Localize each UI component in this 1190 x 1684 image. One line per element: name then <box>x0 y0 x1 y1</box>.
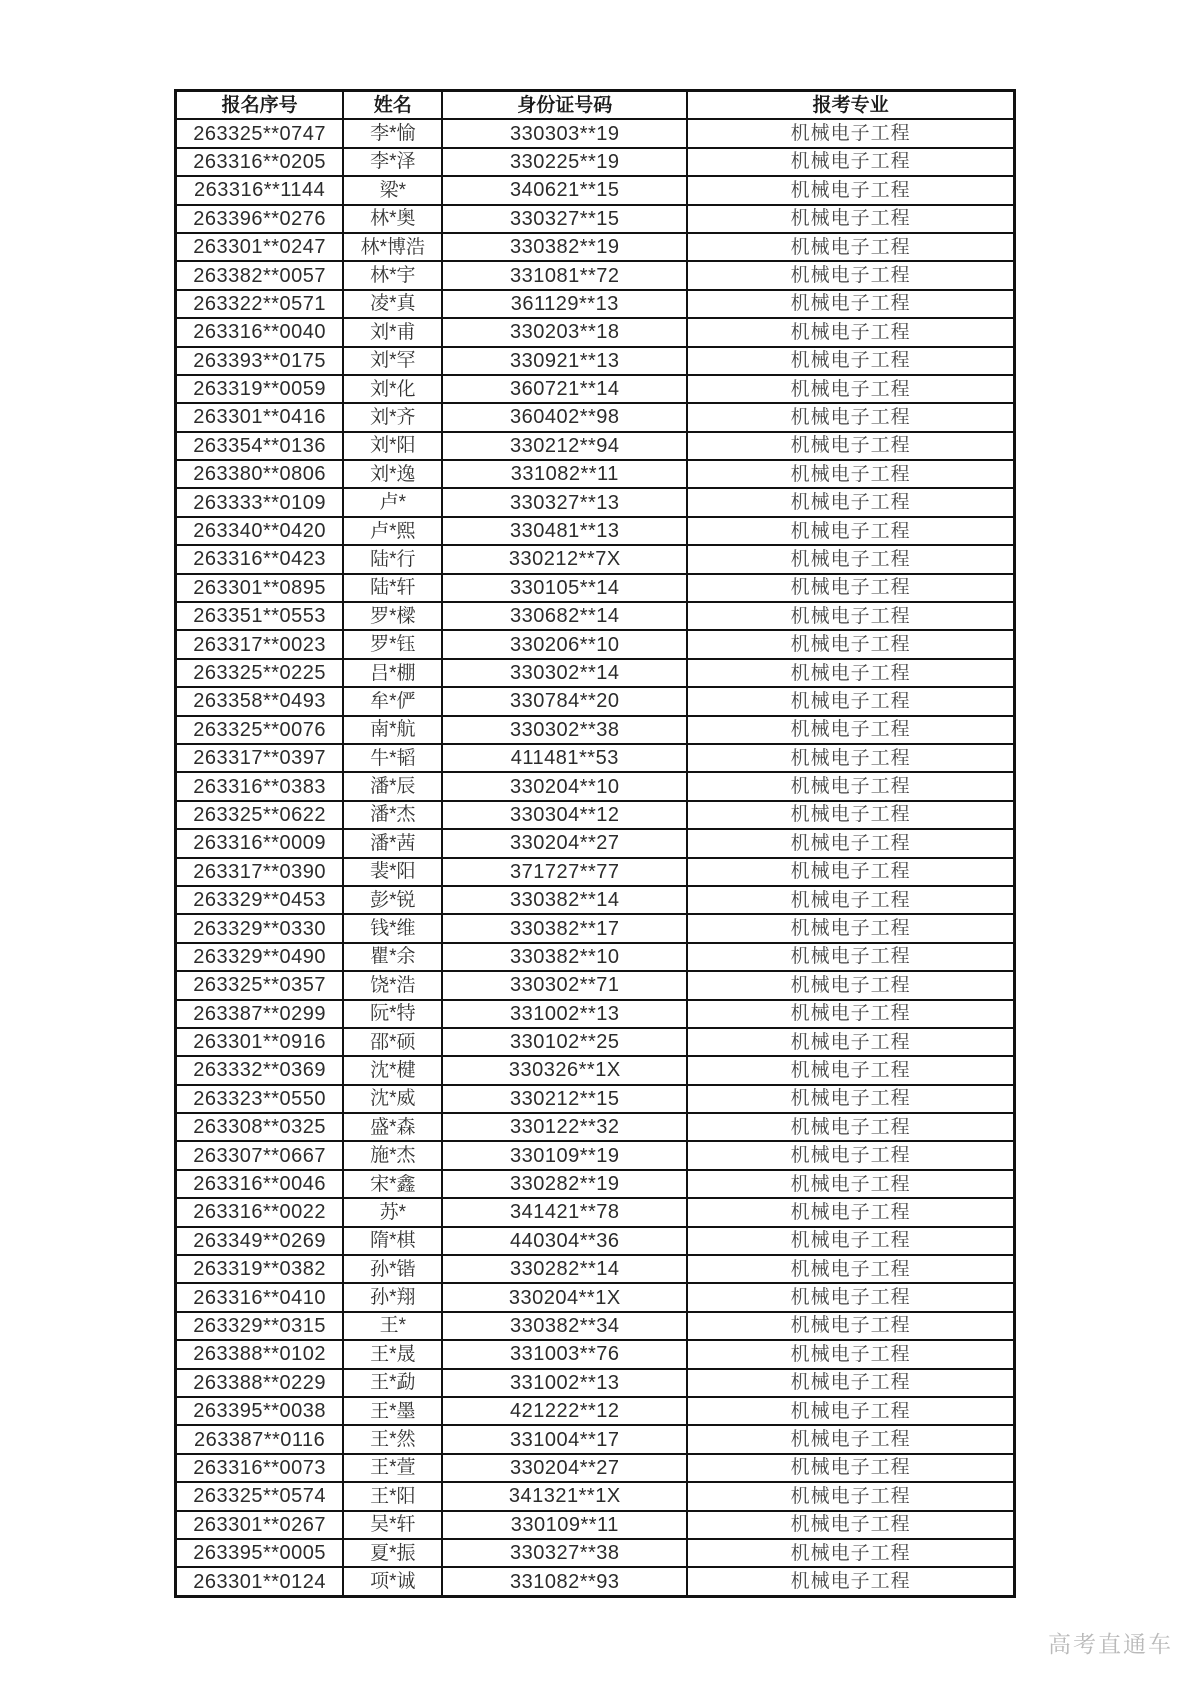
id-number-cell: 330282**19 <box>442 1170 687 1198</box>
name-cell: 刘*齐 <box>343 403 442 431</box>
id-number-cell: 330204**1X <box>442 1283 687 1311</box>
id-number-cell: 331082**11 <box>442 460 687 488</box>
table-row <box>176 1567 1015 1596</box>
major-cell: 机械电子工程 <box>687 1085 1014 1113</box>
table-row <box>176 1482 1015 1510</box>
table-row <box>176 1000 1015 1028</box>
name-cell: 吕*棚 <box>343 659 442 687</box>
registration-number-cell: 263388**0229 <box>176 1369 344 1397</box>
name-cell: 牛*韬 <box>343 744 442 772</box>
table-row <box>176 1085 1015 1113</box>
watermark: 高考直通车 <box>1048 1631 1173 1657</box>
id-number-cell: 330327**13 <box>442 488 687 516</box>
table-row <box>176 630 1015 658</box>
major-cell: 机械电子工程 <box>687 1141 1014 1169</box>
header-registration-number: 报名序号 <box>176 91 344 120</box>
registration-number-cell: 263332**0369 <box>176 1056 344 1084</box>
table-row <box>176 488 1015 516</box>
registration-number-cell: 263316**1144 <box>176 176 344 204</box>
table-row <box>176 205 1015 233</box>
name-cell: 王*萱 <box>343 1454 442 1482</box>
table-row <box>176 119 1015 147</box>
name-cell: 夏*振 <box>343 1539 442 1567</box>
name-cell: 吴*轩 <box>343 1511 442 1539</box>
major-cell: 机械电子工程 <box>687 1511 1014 1539</box>
major-cell: 机械电子工程 <box>687 261 1014 289</box>
registration-number-cell: 263316**0423 <box>176 545 344 573</box>
name-cell: 刘*阳 <box>343 432 442 460</box>
name-cell: 邵*硕 <box>343 1028 442 1056</box>
table-row <box>176 1340 1015 1368</box>
name-cell: 罗*樑 <box>343 602 442 630</box>
major-cell: 机械电子工程 <box>687 829 1014 857</box>
id-number-cell: 331082**93 <box>442 1567 687 1596</box>
id-number-cell: 330105**14 <box>442 574 687 602</box>
major-cell: 机械电子工程 <box>687 432 1014 460</box>
major-cell: 机械电子工程 <box>687 1340 1014 1368</box>
id-number-cell: 330481**13 <box>442 517 687 545</box>
registration-number-cell: 263307**0667 <box>176 1141 344 1169</box>
major-cell: 机械电子工程 <box>687 1482 1014 1510</box>
registration-number-cell: 263382**0057 <box>176 261 344 289</box>
table-row <box>176 772 1015 800</box>
registration-number-cell: 263317**0390 <box>176 858 344 886</box>
registration-number-cell: 263316**0205 <box>176 148 344 176</box>
major-cell: 机械电子工程 <box>687 517 1014 545</box>
table-row <box>176 659 1015 687</box>
registration-number-cell: 263388**0102 <box>176 1340 344 1368</box>
table-row <box>176 148 1015 176</box>
major-cell: 机械电子工程 <box>687 943 1014 971</box>
major-cell: 机械电子工程 <box>687 375 1014 403</box>
major-cell: 机械电子工程 <box>687 318 1014 346</box>
table-row <box>176 318 1015 346</box>
registration-number-cell: 263316**0040 <box>176 318 344 346</box>
name-cell: 隋*棋 <box>343 1227 442 1255</box>
major-cell: 机械电子工程 <box>687 602 1014 630</box>
table-row <box>176 858 1015 886</box>
registration-table-body <box>176 119 1015 1596</box>
name-cell: 施*杰 <box>343 1141 442 1169</box>
id-number-cell: 411481**53 <box>442 744 687 772</box>
id-number-cell: 421222**12 <box>442 1397 687 1425</box>
registration-number-cell: 263301**0247 <box>176 233 344 261</box>
id-number-cell: 330382**14 <box>442 886 687 914</box>
table-row <box>176 1539 1015 1567</box>
major-cell: 机械电子工程 <box>687 687 1014 715</box>
name-cell: 刘*甫 <box>343 318 442 346</box>
registration-number-cell: 263325**0622 <box>176 801 344 829</box>
major-cell: 机械电子工程 <box>687 1028 1014 1056</box>
table-row <box>176 233 1015 261</box>
major-cell: 机械电子工程 <box>687 488 1014 516</box>
id-number-cell: 330225**19 <box>442 148 687 176</box>
registration-number-cell: 263358**0493 <box>176 687 344 715</box>
registration-number-cell: 263393**0175 <box>176 347 344 375</box>
name-cell: 南*航 <box>343 716 442 744</box>
registration-number-cell: 263395**0038 <box>176 1397 344 1425</box>
registration-number-cell: 263323**0550 <box>176 1085 344 1113</box>
id-number-cell: 331002**13 <box>442 1000 687 1028</box>
table-row <box>176 1369 1015 1397</box>
name-cell: 王*墨 <box>343 1397 442 1425</box>
major-cell: 机械电子工程 <box>687 858 1014 886</box>
registration-number-cell: 263329**0453 <box>176 886 344 914</box>
id-number-cell: 361129**13 <box>442 290 687 318</box>
name-cell: 林*博浩 <box>343 233 442 261</box>
id-number-cell: 330203**18 <box>442 318 687 346</box>
major-cell: 机械电子工程 <box>687 545 1014 573</box>
registration-number-cell: 263340**0420 <box>176 517 344 545</box>
registration-number-cell: 263387**0116 <box>176 1425 344 1453</box>
table-row <box>176 914 1015 942</box>
name-cell: 钱*维 <box>343 914 442 942</box>
id-number-cell: 331002**13 <box>442 1369 687 1397</box>
name-cell: 陆*轩 <box>343 574 442 602</box>
table-row <box>176 1028 1015 1056</box>
registration-number-cell: 263325**0225 <box>176 659 344 687</box>
name-cell: 潘*杰 <box>343 801 442 829</box>
major-cell: 机械电子工程 <box>687 1283 1014 1311</box>
id-number-cell: 330212**7X <box>442 545 687 573</box>
id-number-cell: 330303**19 <box>442 119 687 147</box>
table-header-row <box>176 91 1015 120</box>
major-cell: 机械电子工程 <box>687 1198 1014 1226</box>
table-row <box>176 460 1015 488</box>
major-cell: 机械电子工程 <box>687 744 1014 772</box>
major-cell: 机械电子工程 <box>687 176 1014 204</box>
table-row <box>176 971 1015 999</box>
table-row <box>176 886 1015 914</box>
registration-number-cell: 263301**0124 <box>176 1567 344 1596</box>
table-row <box>176 744 1015 772</box>
table-row <box>176 545 1015 573</box>
major-cell: 机械电子工程 <box>687 801 1014 829</box>
major-cell: 机械电子工程 <box>687 1369 1014 1397</box>
id-number-cell: 330784**20 <box>442 687 687 715</box>
table-row <box>176 1170 1015 1198</box>
major-cell: 机械电子工程 <box>687 205 1014 233</box>
name-cell: 潘*茜 <box>343 829 442 857</box>
table-row <box>176 432 1015 460</box>
registration-number-cell: 263316**0022 <box>176 1198 344 1226</box>
registration-number-cell: 263319**0382 <box>176 1255 344 1283</box>
name-cell: 罗*钰 <box>343 630 442 658</box>
table-row <box>176 261 1015 289</box>
id-number-cell: 371727**77 <box>442 858 687 886</box>
major-cell: 机械电子工程 <box>687 1227 1014 1255</box>
name-cell: 卢*熙 <box>343 517 442 545</box>
id-number-cell: 330302**14 <box>442 659 687 687</box>
table-row <box>176 1454 1015 1482</box>
table-row <box>176 574 1015 602</box>
registration-number-cell: 263316**0009 <box>176 829 344 857</box>
name-cell: 刘*逸 <box>343 460 442 488</box>
major-cell: 机械电子工程 <box>687 574 1014 602</box>
table-row <box>176 943 1015 971</box>
table-row <box>176 1056 1015 1084</box>
table-row <box>176 1425 1015 1453</box>
id-number-cell: 330204**27 <box>442 829 687 857</box>
header-name: 姓名 <box>343 91 442 120</box>
major-cell: 机械电子工程 <box>687 1397 1014 1425</box>
table-row <box>176 1312 1015 1340</box>
id-number-cell: 330204**10 <box>442 772 687 800</box>
id-number-cell: 330921**13 <box>442 347 687 375</box>
major-cell: 机械电子工程 <box>687 403 1014 431</box>
name-cell: 阮*特 <box>343 1000 442 1028</box>
registration-number-cell: 263316**0046 <box>176 1170 344 1198</box>
table-row <box>176 829 1015 857</box>
name-cell: 沈*楗 <box>343 1056 442 1084</box>
id-number-cell: 331003**76 <box>442 1340 687 1368</box>
major-cell: 机械电子工程 <box>687 772 1014 800</box>
registration-number-cell: 263319**0059 <box>176 375 344 403</box>
major-cell: 机械电子工程 <box>687 1113 1014 1141</box>
name-cell: 盛*森 <box>343 1113 442 1141</box>
table-row <box>176 1511 1015 1539</box>
id-number-cell: 330382**19 <box>442 233 687 261</box>
name-cell: 彭*锐 <box>343 886 442 914</box>
registration-number-cell: 263329**0315 <box>176 1312 344 1340</box>
id-number-cell: 330682**14 <box>442 602 687 630</box>
name-cell: 饶*浩 <box>343 971 442 999</box>
id-number-cell: 330327**15 <box>442 205 687 233</box>
name-cell: 林*宇 <box>343 261 442 289</box>
registration-number-cell: 263329**0330 <box>176 914 344 942</box>
name-cell: 牟*俨 <box>343 687 442 715</box>
name-cell: 王* <box>343 1312 442 1340</box>
id-number-cell: 341321**1X <box>442 1482 687 1510</box>
table-row <box>176 1198 1015 1226</box>
major-cell: 机械电子工程 <box>687 630 1014 658</box>
name-cell: 王*阳 <box>343 1482 442 1510</box>
registration-number-cell: 263301**0895 <box>176 574 344 602</box>
registration-number-cell: 263349**0269 <box>176 1227 344 1255</box>
name-cell: 瞿*余 <box>343 943 442 971</box>
id-number-cell: 440304**36 <box>442 1227 687 1255</box>
table-row <box>176 403 1015 431</box>
major-cell: 机械电子工程 <box>687 1170 1014 1198</box>
id-number-cell: 330327**38 <box>442 1539 687 1567</box>
major-cell: 机械电子工程 <box>687 1425 1014 1453</box>
major-cell: 机械电子工程 <box>687 1255 1014 1283</box>
name-cell: 潘*辰 <box>343 772 442 800</box>
id-number-cell: 340621**15 <box>442 176 687 204</box>
name-cell: 刘*化 <box>343 375 442 403</box>
name-cell: 王*勐 <box>343 1369 442 1397</box>
registration-number-cell: 263351**0553 <box>176 602 344 630</box>
name-cell: 项*诚 <box>343 1567 442 1596</box>
name-cell: 王*然 <box>343 1425 442 1453</box>
registration-number-cell: 263308**0325 <box>176 1113 344 1141</box>
id-number-cell: 360402**98 <box>442 403 687 431</box>
registration-number-cell: 263301**0416 <box>176 403 344 431</box>
registration-number-cell: 263322**0571 <box>176 290 344 318</box>
table-row <box>176 347 1015 375</box>
table-row <box>176 801 1015 829</box>
id-number-cell: 330122**32 <box>442 1113 687 1141</box>
name-cell: 刘*罕 <box>343 347 442 375</box>
major-cell: 机械电子工程 <box>687 886 1014 914</box>
name-cell: 孙*锴 <box>343 1255 442 1283</box>
header-major: 报考专业 <box>687 91 1014 120</box>
major-cell: 机械电子工程 <box>687 233 1014 261</box>
name-cell: 宋*鑫 <box>343 1170 442 1198</box>
registration-number-cell: 263380**0806 <box>176 460 344 488</box>
id-number-cell: 331081**72 <box>442 261 687 289</box>
major-cell: 机械电子工程 <box>687 1454 1014 1482</box>
name-cell: 卢* <box>343 488 442 516</box>
table-row <box>176 1141 1015 1169</box>
id-number-cell: 330204**27 <box>442 1454 687 1482</box>
id-number-cell: 330382**34 <box>442 1312 687 1340</box>
registration-number-cell: 263325**0357 <box>176 971 344 999</box>
major-cell: 机械电子工程 <box>687 1567 1014 1596</box>
registration-number-cell: 263396**0276 <box>176 205 344 233</box>
major-cell: 机械电子工程 <box>687 1312 1014 1340</box>
table-row <box>176 290 1015 318</box>
table-row <box>176 716 1015 744</box>
registration-number-cell: 263301**0267 <box>176 1511 344 1539</box>
major-cell: 机械电子工程 <box>687 716 1014 744</box>
table-row <box>176 1255 1015 1283</box>
id-number-cell: 330382**10 <box>442 943 687 971</box>
registration-number-cell: 263325**0574 <box>176 1482 344 1510</box>
registration-number-cell: 263329**0490 <box>176 943 344 971</box>
registration-number-cell: 263317**0397 <box>176 744 344 772</box>
table-row <box>176 1113 1015 1141</box>
major-cell: 机械电子工程 <box>687 971 1014 999</box>
major-cell: 机械电子工程 <box>687 1000 1014 1028</box>
header-id-number: 身份证号码 <box>442 91 687 120</box>
major-cell: 机械电子工程 <box>687 148 1014 176</box>
registration-number-cell: 263387**0299 <box>176 1000 344 1028</box>
id-number-cell: 330382**17 <box>442 914 687 942</box>
id-number-cell: 330212**94 <box>442 432 687 460</box>
registration-number-cell: 263354**0136 <box>176 432 344 460</box>
id-number-cell: 330102**25 <box>442 1028 687 1056</box>
major-cell: 机械电子工程 <box>687 914 1014 942</box>
major-cell: 机械电子工程 <box>687 460 1014 488</box>
table-row <box>176 602 1015 630</box>
table-row <box>176 1227 1015 1255</box>
table-row <box>176 687 1015 715</box>
id-number-cell: 341421**78 <box>442 1198 687 1226</box>
name-cell: 陆*行 <box>343 545 442 573</box>
registration-number-cell: 263395**0005 <box>176 1539 344 1567</box>
id-number-cell: 330206**10 <box>442 630 687 658</box>
id-number-cell: 330304**12 <box>442 801 687 829</box>
registration-number-cell: 263316**0073 <box>176 1454 344 1482</box>
major-cell: 机械电子工程 <box>687 659 1014 687</box>
table-row <box>176 517 1015 545</box>
name-cell: 裴*阳 <box>343 858 442 886</box>
id-number-cell: 360721**14 <box>442 375 687 403</box>
name-cell: 凌*真 <box>343 290 442 318</box>
registration-number-cell: 263333**0109 <box>176 488 344 516</box>
name-cell: 苏* <box>343 1198 442 1226</box>
name-cell: 孙*翔 <box>343 1283 442 1311</box>
table-row <box>176 176 1015 204</box>
id-number-cell: 331004**17 <box>442 1425 687 1453</box>
registration-number-cell: 263316**0383 <box>176 772 344 800</box>
id-number-cell: 330302**71 <box>442 971 687 999</box>
table-row <box>176 375 1015 403</box>
major-cell: 机械电子工程 <box>687 347 1014 375</box>
id-number-cell: 330326**1X <box>442 1056 687 1084</box>
registration-number-cell: 263317**0023 <box>176 630 344 658</box>
registration-number-cell: 263316**0410 <box>176 1283 344 1311</box>
major-cell: 机械电子工程 <box>687 119 1014 147</box>
id-number-cell: 330109**11 <box>442 1511 687 1539</box>
name-cell: 王*晟 <box>343 1340 442 1368</box>
major-cell: 机械电子工程 <box>687 1539 1014 1567</box>
registration-number-cell: 263325**0747 <box>176 119 344 147</box>
name-cell: 李*泽 <box>343 148 442 176</box>
id-number-cell: 330212**15 <box>442 1085 687 1113</box>
registration-number-cell: 263301**0916 <box>176 1028 344 1056</box>
id-number-cell: 330282**14 <box>442 1255 687 1283</box>
table-row <box>176 1397 1015 1425</box>
table-row <box>176 1283 1015 1311</box>
registration-number-cell: 263325**0076 <box>176 716 344 744</box>
name-cell: 沈*威 <box>343 1085 442 1113</box>
major-cell: 机械电子工程 <box>687 1056 1014 1084</box>
name-cell: 林*奥 <box>343 205 442 233</box>
name-cell: 梁* <box>343 176 442 204</box>
name-cell: 李*愉 <box>343 119 442 147</box>
registration-table <box>174 89 1016 1598</box>
id-number-cell: 330109**19 <box>442 1141 687 1169</box>
id-number-cell: 330302**38 <box>442 716 687 744</box>
major-cell: 机械电子工程 <box>687 290 1014 318</box>
